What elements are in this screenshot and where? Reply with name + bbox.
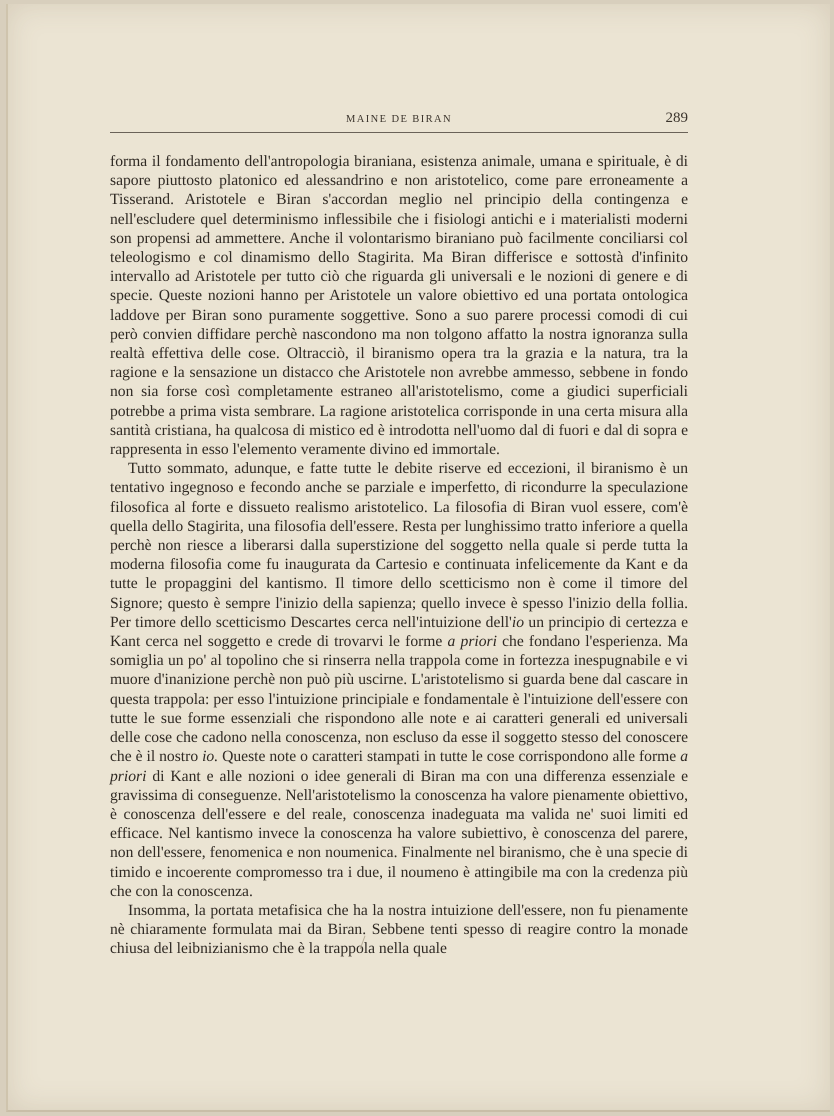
book-page [6, 4, 830, 1112]
running-title: MAINE DE BIRAN [346, 114, 452, 125]
text-run: un principio di certezza e Kant cerca nel soggetto e crede di trovarvi le forme [110, 613, 688, 651]
paragraph [110, 152, 688, 459]
text-run: Insomma, la portata metafisica che ha la nostra intuizione dell'essere, non fu pienamente nè chiaramente formulata mai da Biran. Sebbene tenti spesso di reagire contro la monade chiusa del leibnizianismo che è la trappola nella quale [110, 901, 688, 958]
paragraph [110, 459, 688, 901]
text-run: Tutto sommato, adunque, e fatte tutte le debite riserve ed eccezioni, il biranismo è un tentativo ingegnoso e fecondo anche se parziale e imperfetto, di ricondurre la speculazione filosofica al forte e dissueto realismo aristotelico. La filosofia di Biran vuol essere, com'è quella dello Stagirita, una filosofia dell'essere. Resta per lunghissimo tratto inferiore a quella perchè non riesce a liberarsi dalla superstizione del soggetto nella quale si perde tutta la moderna filosofia come fu inaugurata da Cartesio e continuata infelicemente da Kant e da tutte le propaggini del kantismo. Il timore dello scetticismo non è come il timore del Signore; questo è sempre l'inizio della sapienza; quello invece è spesso l'inizio della follia. Per timore dello scetticismo Descartes cerca nell'intuizione dell' [110, 460, 688, 631]
italic-term: io [511, 613, 524, 631]
body-text [110, 152, 688, 959]
text-run: che fondano l'esperienza. Ma somiglia un po' al topolino che si rinserra nella trappola come in fortezza inespugnabile e vi muore d'inanizione perchè non può più uscirne. L'aristotelismo si guarda bene dal cascare in questa trappola: per esso l'intuizione principiale e fondamentale è l'intuizione dell'essere con tutte le sue forme essenziali che rispondono alle note e ai caratteri generali ed universali delle cose che cadono nella conoscenza, non escluso da esse il soggetto stesso del conoscere che è il nostro [110, 633, 688, 766]
italic-term: a priori [447, 633, 497, 651]
paragraph [110, 901, 688, 959]
page-number: 289 [665, 110, 688, 126]
italic-term: io. [202, 748, 219, 766]
text-run: Queste note o caratteri stampati in tutte le cose corrispondono alle forme [218, 748, 681, 766]
italic-term: a priori [110, 748, 688, 785]
text-run: di Kant e alle nozioni o idee generali di Biran ma con una differenza essenziale e gravissima di conseguenze. Nell'aristotelismo la conoscenza ha valore pienamente obiettivo, è conoscenza dell'essere e del reale, conoscenza inadeguata ma valida ne' suoi limiti ed efficace. Nel kantismo invece la conoscenza ha valore subiettivo, è conoscenza del parere, non dell'essere, fenomenica e non noumenica. Finalmente nel biranismo, che è una specie di timido e incoerente compromesso tra i due, il noumeno è attingibile ma con la credenza più che con la conoscenza. [110, 767, 688, 900]
running-header [110, 110, 688, 133]
text-run: forma il fondamento dell'antropologia biraniana, esistenza animale, umana e spirituale, è di sapore piuttosto platonico ed alessandrino e non aristotelico, come pare erroneamente a Tisserand. Aristotele e Biran s'accordan meglio nel principio della contingenza e nell'escludere quel determinismo inflessibile che i fisiologi antichi e i materialisti moderni son propensi ad ammettere. Anche il volontarismo biraniano può facilmente conciliarsi col teleologismo e col dinamismo dello Stagirita. Ma Biran differisce e sottostà d'infinito intervallo ad Aristotele per tutto ciò che riguarda gli universali e le nozioni di genere e di specie. Queste nozioni hanno per Aristotele un valore obiettivo ed una portata ontologica laddove per Biran sono puramente soggettive. Sono a suo parere processi comodi di cui però convien diffidare perchè nascondono ma non tolgono affatto la nostra ignoranza sulla realtà effettiva delle cose. Oltracciò, il biranismo opera tra la grazia e la natura, tra la ragione e la sensazione un distacco che Aristotele non avrebbe ammesso, sebbene in fondo non sia forse così completamente estraneo all'aristotelismo, come a giudici superficiali potrebbe a prima vista sembrare. La ragione aristotelica corrisponde in una certa misura alla santità cristiana, ha qualcosa di mistico ed è introdotta nell'uomo dal di fuori e dal di sopra e rappresenta in esso l'elemento veramente divino ed immortale. [110, 153, 688, 459]
